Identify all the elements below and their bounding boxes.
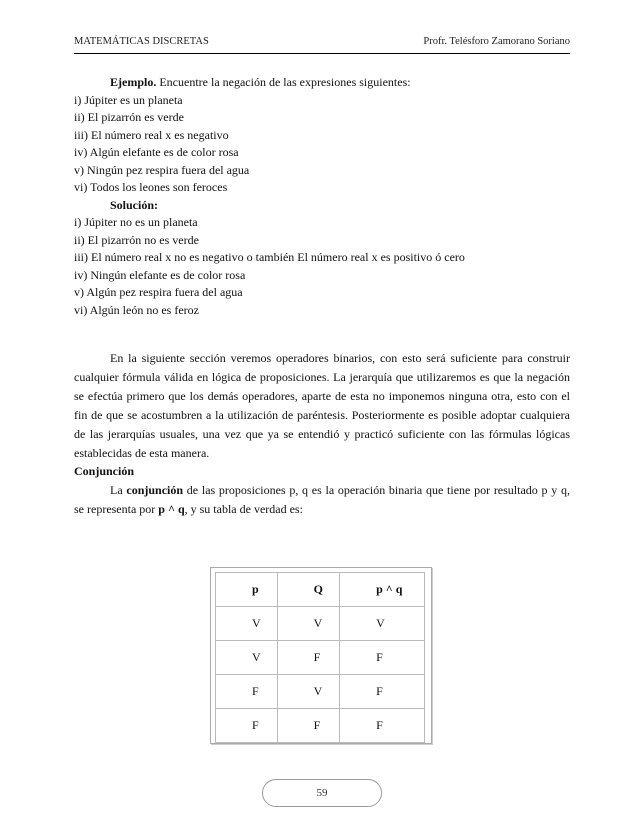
definition-post: , y su tabla de verdad es: [184,501,303,516]
solution-item: i) Júpiter no es un planeta [74,215,198,229]
table-header-row [216,573,425,607]
table-cell: F [277,641,339,675]
solution-label: Solución: [110,197,159,212]
table-row [216,709,425,743]
example-item: iv) Algún elefante es de color rosa [74,145,239,159]
table-cell: V [216,641,278,675]
table-header-cell: Q [277,573,339,607]
page-header [74,36,570,52]
solution-item: vi) Algún león no es feroz [74,302,199,317]
table-cell: F [216,675,278,709]
definition-symbol: p ^ q [158,501,185,516]
solution-item: ii) El pizarrón no es verde [74,232,199,247]
body-paragraph [74,349,570,463]
paragraph-text: En la siguiente sección veremos operadores binarios, con esto será suficiente para construir cualquier fórmula válida en lógica de proposiciones. La jerarquía que utilizaremos es que la negación se efectúa primero que los demás operadores, aparte de esta no imponemos ninguna otra, esto con el fin de que se acostumbren a la utilización de paréntesis. Posteriormente es posible adoptar cualquiera de las jerarquías usuales, una vez que ya se entendió y practicó suficiente con las fórmulas lógicas establecidas de esta manera. [74,351,570,460]
definition-mid: de las proposiciones p, q es la operación binaria que tiene por resultado p y q, se representa por [74,482,570,516]
table-cell: F [277,709,339,743]
truth-table [215,572,425,743]
table-cell: V [277,675,339,709]
section-heading: Conjunción [74,464,135,478]
example-item: iii) El número real x es negativo [74,127,229,142]
example-list [74,92,570,197]
solution-item: iii) El número real x no es negativo o también El número real x es positivo ó cero [74,250,465,264]
example-label: Ejemplo. [110,75,157,89]
solution-item: v) Algún pez respira fuera del agua [74,285,243,299]
truth-table-frame [210,567,432,744]
course-title: MATEMÁTICAS DISCRETAS [74,36,209,47]
example-item: ii) El pizarrón es verde [74,110,184,124]
table-cell: V [216,607,278,641]
table-row [216,641,425,675]
example-prompt: Encuentre la negación de las expresiones siguientes: [159,75,411,89]
definition-term: conjunción [126,482,184,497]
table-header-cell: p ^ q [340,573,425,607]
definition-pre: La [110,482,127,497]
example-item: vi) Todos los leones son feroces [74,180,228,194]
conjunction-definition [74,481,570,519]
table-cell: F [340,641,425,675]
example-intro [74,74,570,92]
table-cell: F [216,709,278,743]
author-name: Profr. Telésforo Zamorano Soriano [423,36,570,47]
solution-item: iv) Ningún elefante es de color rosa [74,267,246,282]
page-body [74,74,570,519]
page-number: 59 [262,779,382,807]
table-row [216,675,425,709]
table-row [216,607,425,641]
example-item: v) Ningún pez respira fuera del agua [74,162,250,177]
header-divider [74,53,570,54]
table-cell: V [277,607,339,641]
table-cell: F [340,709,425,743]
table-cell: V [340,607,425,641]
table-header-cell: p [216,573,278,607]
table-cell: F [340,675,425,709]
example-item: i) Júpiter es un planeta [74,92,183,107]
solution-list [74,214,570,319]
